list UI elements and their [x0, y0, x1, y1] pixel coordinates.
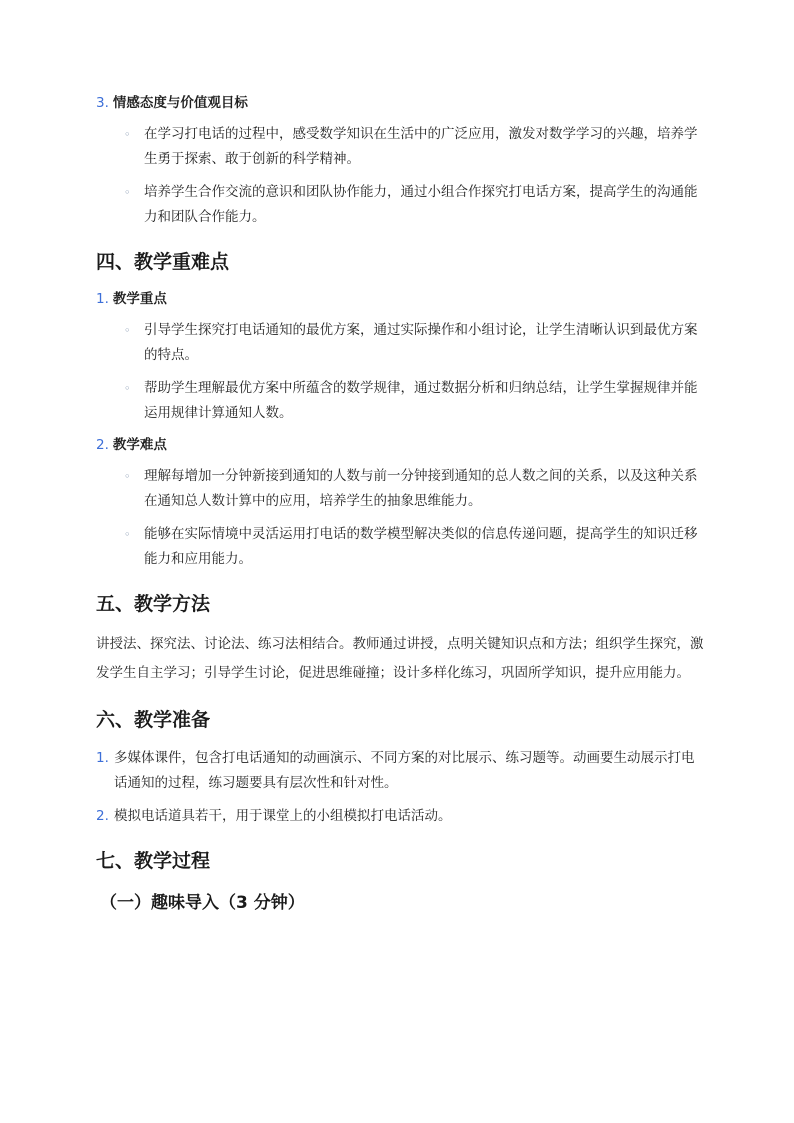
bullet-circle-icon: ◦	[124, 382, 131, 395]
bullet-circle-icon: ◦	[124, 470, 131, 483]
list-item: ◦ 在学习打电话的过程中，感受数学知识在生活中的广泛应用，激发对数学学习的兴趣，培养学生勇于探索、敢于创新的科学精神。	[96, 122, 706, 172]
bullet-circle-icon: ◦	[124, 186, 131, 199]
section-title-methods: 五、教学方法	[96, 593, 211, 615]
list-item: 2. 模拟电话道具若干，用于课堂上的小组模拟打电话活动。	[96, 808, 452, 824]
difficult-points-heading	[96, 434, 706, 456]
methods-paragraph: 讲授法、探究法、讨论法、练习法相结合。教师通过讲授，点明关键知识点和方法；组织学生探究，激发学生自主学习；引导学生讨论，促进思维碰撞；设计多样化练习，巩固所学知识，提升应用能力。	[96, 636, 704, 681]
section-title-process: 七、教学过程	[96, 850, 211, 872]
document-content	[96, 92, 706, 917]
key-points-heading	[96, 288, 706, 310]
bullet-circle-icon: ◦	[124, 528, 131, 541]
bullet-circle-icon: ◦	[124, 128, 131, 141]
list-item: ◦ 引导学生探究打电话通知的最优方案，通过实际操作和小组讨论，让学生清晰认识到最优方案的特点。	[96, 318, 706, 368]
list-item: 1. 多媒体课件，包含打电话通知的动画演示、不同方案的对比展示、练习题等。动画要生动展示打电话通知的过程，练习题要具有层次性和针对性。	[96, 750, 695, 791]
goal-3-bullets	[96, 122, 706, 230]
key-points-number: 1.	[96, 291, 109, 307]
preparation-list	[96, 746, 706, 829]
list-item: ◦ 理解每增加一分钟新接到通知的人数与前一分钟接到通知的总人数之间的关系，以及这种关系在通知总人数计算中的应用，培养学生的抽象思维能力。	[96, 464, 706, 514]
goal-3-heading	[96, 92, 706, 114]
list-item: ◦ 培养学生合作交流的意识和团队协作能力，通过小组合作探究打电话方案，提高学生的沟通能力和团队合作能力。	[96, 180, 706, 230]
difficult-points-bullets	[96, 464, 706, 572]
key-points-title: 教学重点	[112, 291, 167, 307]
difficult-points-number: 2.	[96, 437, 109, 453]
goal-3-number: 3.	[96, 95, 109, 111]
list-item: ◦ 能够在实际情境中灵活运用打电话的数学模型解决类似的信息传递问题，提高学生的知识迁移能力和应用能力。	[96, 522, 706, 572]
section-title-preparation: 六、教学准备	[96, 709, 211, 731]
goal-3-title: 情感态度与价值观目标	[112, 95, 248, 111]
key-points-bullets	[96, 318, 706, 426]
subsection-title-intro: （一）趣味导入（3 分钟）	[100, 893, 305, 913]
list-item: ◦ 帮助学生理解最优方案中所蕴含的数学规律，通过数据分析和归纳总结，让学生掌握规律并能运用规律计算通知人数。	[96, 376, 706, 426]
difficult-points-title: 教学难点	[112, 437, 167, 453]
bullet-circle-icon: ◦	[124, 324, 131, 337]
section-title-key-points: 四、教学重难点	[96, 251, 230, 273]
